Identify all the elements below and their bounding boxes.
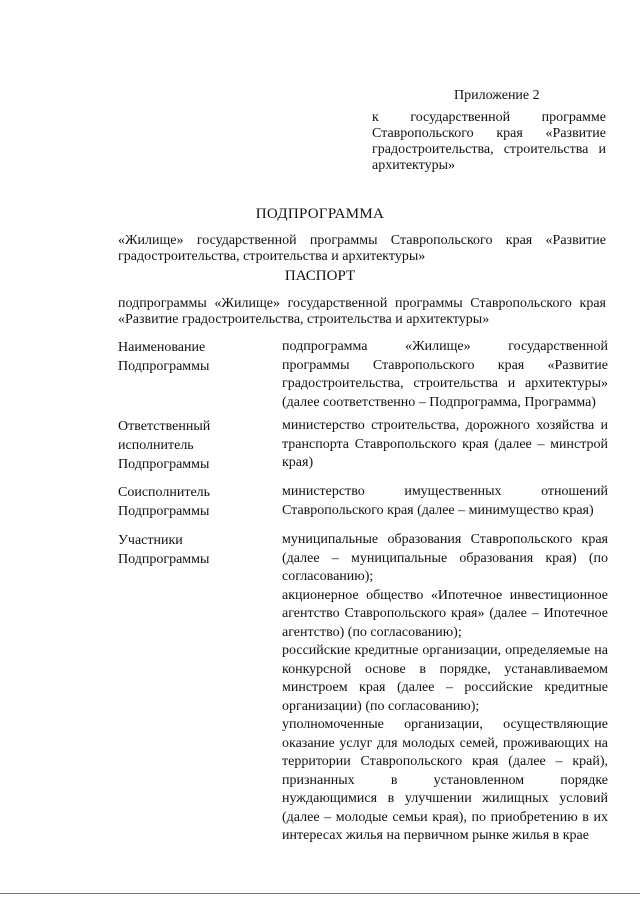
document-title: ПОДПРОГРАММА [255,206,385,222]
passport-row-label: Ответственный исполнитель Подпрограммы [118,419,211,472]
passport-row-label: Соисполнитель Подпрограммы [118,485,211,519]
passport-row-label: Участники Подпрограммы [118,533,210,567]
participant-item: российские кредитные организации, определяемые на конкурсной основе в порядке, устанавливаемом минстроем края (далее – российские кредитные организации) (по согласованию); [282,643,608,714]
appendix-reference: к государственной программе Ставропольского края «Развитие градостроительства, строительства и архитектуры» [372,110,606,173]
participant-item: акционерное общество «Ипотечное инвестиционное агентство Ставропольского края» (далее – Ипотечное агентство) (по согласованию); [282,587,608,640]
passport-title: ПАСПОРТ [284,268,356,284]
passport-row-value: министерство строительства, дорожного хозяйства и транспорта Ставропольского края (далее – минстрой края) [282,418,608,470]
participant-item: муниципальные образования Ставропольского края (далее – муниципальные образования края) (по согласованию); [282,532,608,584]
passport-row-label: Наименование Подпрограммы [118,340,210,374]
document-subtitle: «Жилище» государственной программы Ставропольского края «Развитие градостроительства, строительства и архитектуры» [118,233,606,264]
passport-row-value: министерство имущественных отношений Ставропольского края (далее – минимущество края) [282,484,608,518]
passport-row-value: подпрограмма «Жилище» государственной программы Ставропольского края «Развитие градостроительства, строительства и архитектуры» (далее соответственно – Подпрограмма, Программа) [282,339,608,410]
page-bottom-rule [0,893,640,894]
appendix-title: Приложение 2 [454,88,540,103]
participant-item: уполномоченные организации, осуществляющие оказание услуг для молодых семей, проживающих на территории Ставропольского края (далее – край), признанных в установленном порядке нуждающимися в улучшении жилищных условий (далее – молодые семьи края), по приобретению в их интересах жилья на первичном рынке жилья в крае [282,717,608,843]
passport-row-value [282,531,608,846]
passport-subtitle: подпрограммы «Жилище» государственной программы Ставропольского края «Развитие градостроительства, строительства и архитектуры» [118,296,606,327]
